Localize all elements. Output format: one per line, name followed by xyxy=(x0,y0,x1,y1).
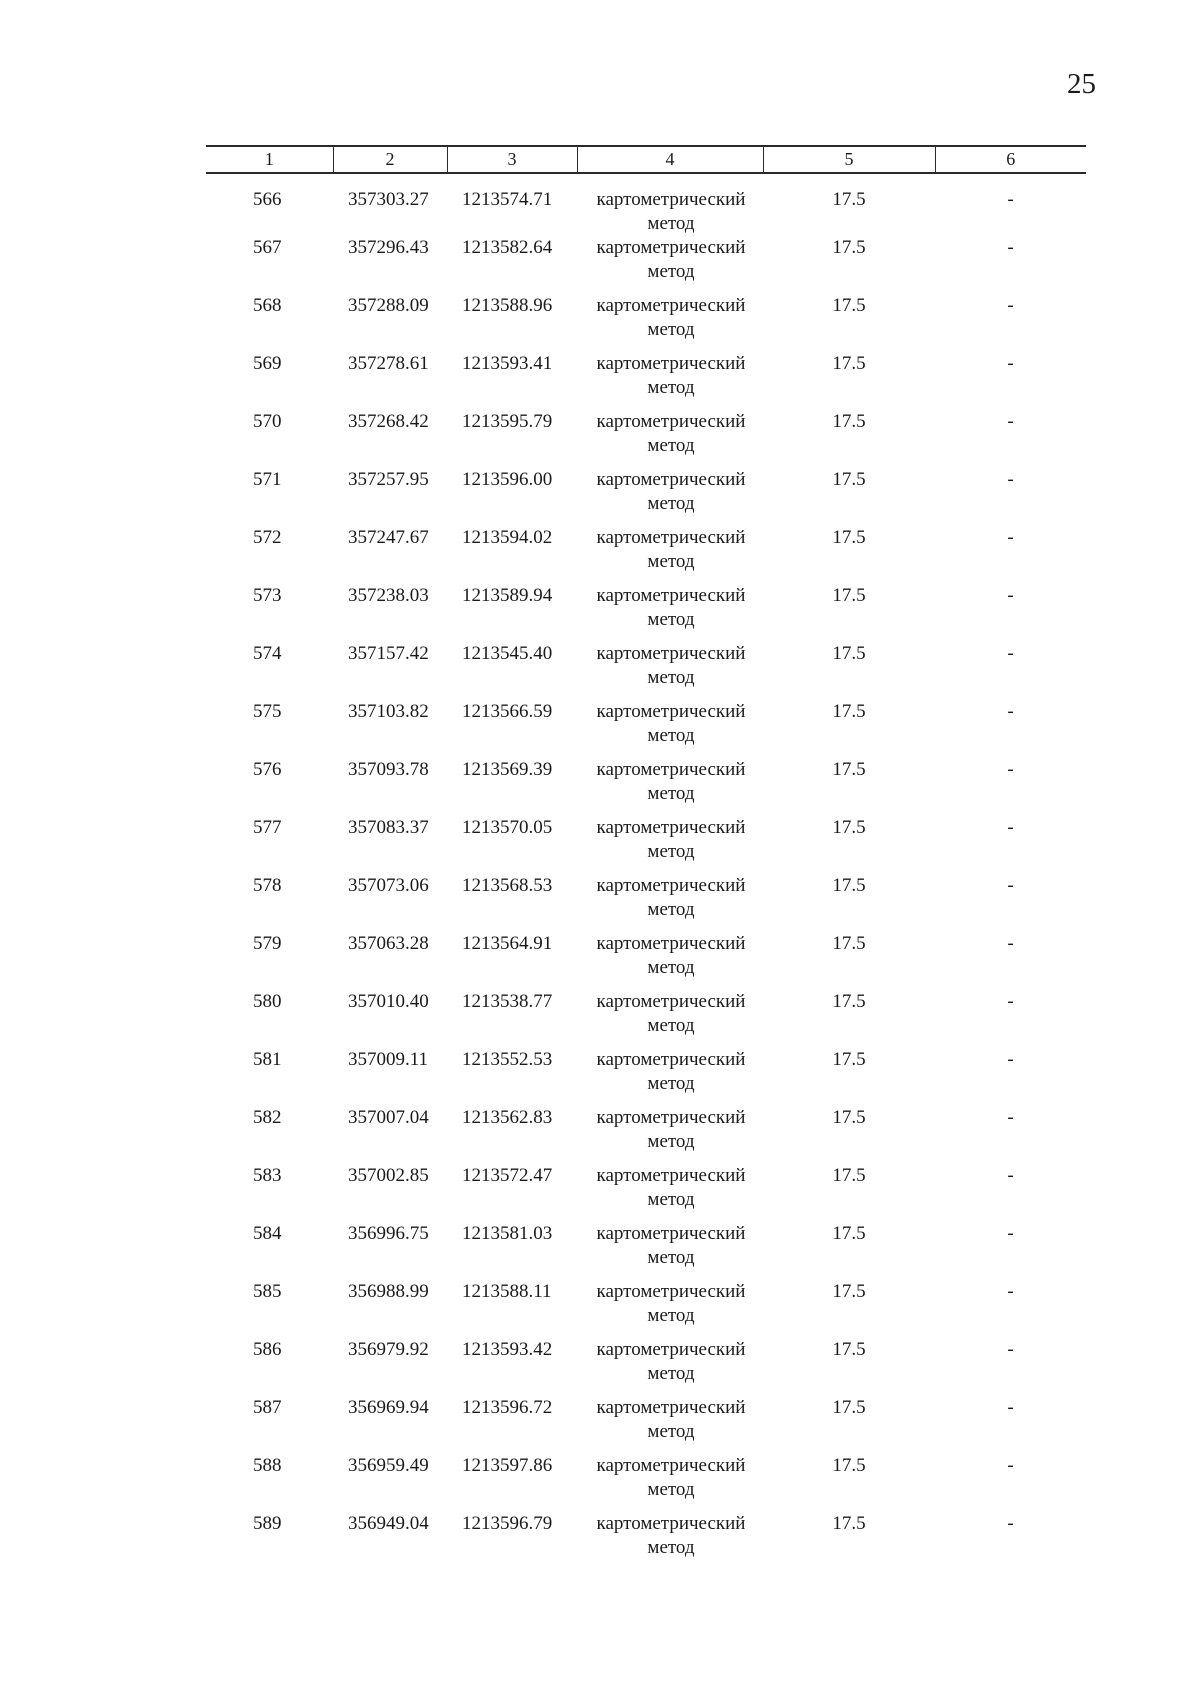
note-cell: - xyxy=(1007,1513,1014,1534)
y-coordinate-cell: 1213593.42 xyxy=(462,1339,553,1360)
note-cell: - xyxy=(1007,1165,1014,1186)
x-coordinate-cell: 357002.85 xyxy=(348,1165,429,1186)
y-coordinate-cell: 1213568.53 xyxy=(462,875,553,896)
method-line-1: картометрический xyxy=(596,817,746,838)
table-row xyxy=(206,410,1086,468)
method-line-1: картометрический xyxy=(596,527,746,548)
column-header-1: 1 xyxy=(206,146,333,173)
method-line-2: метод xyxy=(647,1015,695,1036)
point-number-cell: 588 xyxy=(253,1455,282,1476)
method-line-2: метод xyxy=(647,435,695,456)
method-line-1: картометрический xyxy=(596,643,746,664)
note-cell: - xyxy=(1007,701,1014,722)
method-line-2: метод xyxy=(647,551,695,572)
table-row xyxy=(206,990,1086,1048)
y-coordinate-cell: 1213582.64 xyxy=(462,237,553,258)
y-coordinate-cell: 1213572.47 xyxy=(462,1165,553,1186)
method-line-1: картометрический xyxy=(596,585,746,606)
note-cell: - xyxy=(1007,1281,1014,1302)
accuracy-cell: 17.5 xyxy=(832,701,866,722)
y-coordinate-cell: 1213596.72 xyxy=(462,1397,553,1418)
accuracy-cell: 17.5 xyxy=(832,991,866,1012)
method-line-2: метод xyxy=(647,1131,695,1152)
point-number-cell: 576 xyxy=(253,759,282,780)
method-line-2: метод xyxy=(647,1363,695,1384)
method-cell xyxy=(577,1454,763,1512)
y-coordinate-cell: 1213596.79 xyxy=(462,1513,553,1534)
note-cell: - xyxy=(1007,411,1014,432)
y-coordinate-cell: 1213562.83 xyxy=(462,1107,553,1128)
y-coordinate-cell: 1213588.11 xyxy=(462,1281,552,1302)
table-row xyxy=(206,1512,1086,1570)
table-row xyxy=(206,1164,1086,1222)
point-number-cell: 566 xyxy=(253,189,282,210)
y-coordinate-cell: 1213564.91 xyxy=(462,933,553,954)
table-row xyxy=(206,932,1086,990)
point-number-cell: 577 xyxy=(253,817,282,838)
method-cell xyxy=(577,1280,763,1338)
accuracy-cell: 17.5 xyxy=(832,1339,866,1360)
x-coordinate-cell: 357257.95 xyxy=(348,469,429,490)
column-header-4: 4 xyxy=(577,146,763,173)
method-line-2: метод xyxy=(647,1247,695,1268)
method-line-1: картометрический xyxy=(596,295,746,316)
y-coordinate-cell: 1213596.00 xyxy=(462,469,553,490)
method-line-2: метод xyxy=(647,1073,695,1094)
note-cell: - xyxy=(1007,933,1014,954)
x-coordinate-cell: 357278.61 xyxy=(348,353,429,374)
y-coordinate-cell: 1213552.53 xyxy=(462,1049,553,1070)
method-line-1: картометрический xyxy=(596,991,746,1012)
x-coordinate-cell: 357288.09 xyxy=(348,295,429,316)
accuracy-cell: 17.5 xyxy=(832,469,866,490)
x-coordinate-cell: 357009.11 xyxy=(348,1049,429,1070)
method-cell xyxy=(577,1164,763,1222)
method-line-1: картометрический xyxy=(596,411,746,432)
note-cell: - xyxy=(1007,991,1014,1012)
x-coordinate-cell: 356969.94 xyxy=(348,1397,429,1418)
method-cell xyxy=(577,1338,763,1396)
table-row xyxy=(206,1048,1086,1106)
point-number-cell: 569 xyxy=(253,353,282,374)
accuracy-cell: 17.5 xyxy=(832,295,866,316)
x-coordinate-cell: 357083.37 xyxy=(348,817,429,838)
method-line-1: картометрический xyxy=(596,1281,746,1302)
table-row xyxy=(206,874,1086,932)
method-line-1: картометрический xyxy=(596,1455,746,1476)
method-line-2: метод xyxy=(647,377,695,398)
point-number-cell: 583 xyxy=(253,1165,282,1186)
method-cell xyxy=(577,1048,763,1106)
table-body xyxy=(206,173,1086,1570)
x-coordinate-cell: 357063.28 xyxy=(348,933,429,954)
method-line-1: картометрический xyxy=(596,1223,746,1244)
column-header-2: 2 xyxy=(333,146,447,173)
accuracy-cell: 17.5 xyxy=(832,817,866,838)
method-line-1: картометрический xyxy=(596,353,746,374)
table-row xyxy=(206,758,1086,816)
point-number-cell: 574 xyxy=(253,643,282,664)
accuracy-cell: 17.5 xyxy=(832,353,866,374)
note-cell: - xyxy=(1007,875,1014,896)
table-row xyxy=(206,816,1086,874)
note-cell: - xyxy=(1007,1107,1014,1128)
point-number-cell: 581 xyxy=(253,1049,282,1070)
note-cell: - xyxy=(1007,817,1014,838)
method-line-2: метод xyxy=(647,725,695,746)
column-header-3: 3 xyxy=(447,146,577,173)
x-coordinate-cell: 357157.42 xyxy=(348,643,429,664)
note-cell: - xyxy=(1007,585,1014,606)
coordinates-table xyxy=(206,145,1086,1570)
point-number-cell: 573 xyxy=(253,585,282,606)
method-line-2: метод xyxy=(647,783,695,804)
method-line-1: картометрический xyxy=(596,1513,746,1534)
y-coordinate-cell: 1213574.71 xyxy=(462,189,553,210)
method-line-1: картометрический xyxy=(596,701,746,722)
method-line-1: картометрический xyxy=(596,469,746,490)
accuracy-cell: 17.5 xyxy=(832,1165,866,1186)
note-cell: - xyxy=(1007,1397,1014,1418)
note-cell: - xyxy=(1007,189,1014,210)
point-number-cell: 572 xyxy=(253,527,282,548)
note-cell: - xyxy=(1007,1049,1014,1070)
table-row xyxy=(206,468,1086,526)
accuracy-cell: 17.5 xyxy=(832,1281,866,1302)
note-cell: - xyxy=(1007,295,1014,316)
note-cell: - xyxy=(1007,469,1014,490)
note-cell: - xyxy=(1007,237,1014,258)
y-coordinate-cell: 1213589.94 xyxy=(462,585,553,606)
accuracy-cell: 17.5 xyxy=(832,759,866,780)
note-cell: - xyxy=(1007,353,1014,374)
x-coordinate-cell: 356996.75 xyxy=(348,1223,429,1244)
x-coordinate-cell: 356979.92 xyxy=(348,1339,429,1360)
method-cell xyxy=(577,642,763,700)
point-number-cell: 575 xyxy=(253,701,282,722)
method-line-2: метод xyxy=(647,1537,695,1558)
table-row xyxy=(206,294,1086,352)
method-line-2: метод xyxy=(647,667,695,688)
method-line-1: картометрический xyxy=(596,1165,746,1186)
method-line-2: метод xyxy=(647,1421,695,1442)
y-coordinate-cell: 1213581.03 xyxy=(462,1223,553,1244)
table-row xyxy=(206,1222,1086,1280)
method-cell xyxy=(577,584,763,642)
x-coordinate-cell: 357303.27 xyxy=(348,189,429,210)
method-cell xyxy=(577,700,763,758)
point-number-cell: 567 xyxy=(253,237,282,258)
y-coordinate-cell: 1213595.79 xyxy=(462,411,553,432)
method-cell xyxy=(577,1222,763,1280)
note-cell: - xyxy=(1007,1455,1014,1476)
method-line-2: метод xyxy=(647,609,695,630)
point-number-cell: 568 xyxy=(253,295,282,316)
note-cell: - xyxy=(1007,759,1014,780)
x-coordinate-cell: 357073.06 xyxy=(348,875,429,896)
accuracy-cell: 17.5 xyxy=(832,1223,866,1244)
x-coordinate-cell: 357268.42 xyxy=(348,411,429,432)
table-row xyxy=(206,1396,1086,1454)
accuracy-cell: 17.5 xyxy=(832,1049,866,1070)
table-row xyxy=(206,584,1086,642)
method-line-2: метод xyxy=(647,319,695,340)
method-line-1: картометрический xyxy=(596,237,746,258)
method-cell xyxy=(577,1396,763,1454)
point-number-cell: 586 xyxy=(253,1339,282,1360)
table-row xyxy=(206,1338,1086,1396)
method-line-2: метод xyxy=(647,1189,695,1210)
point-number-cell: 570 xyxy=(253,411,282,432)
page-number: 25 xyxy=(1067,68,1096,100)
point-number-cell: 584 xyxy=(253,1223,282,1244)
y-coordinate-cell: 1213593.41 xyxy=(462,353,553,374)
note-cell: - xyxy=(1007,1223,1014,1244)
x-coordinate-cell: 357296.43 xyxy=(348,237,429,258)
point-number-cell: 585 xyxy=(253,1281,282,1302)
method-cell xyxy=(577,932,763,990)
method-cell xyxy=(577,410,763,468)
method-cell xyxy=(577,173,763,236)
accuracy-cell: 17.5 xyxy=(832,1513,866,1534)
accuracy-cell: 17.5 xyxy=(832,1107,866,1128)
table-row xyxy=(206,352,1086,410)
accuracy-cell: 17.5 xyxy=(832,875,866,896)
accuracy-cell: 17.5 xyxy=(832,527,866,548)
x-coordinate-cell: 357007.04 xyxy=(348,1107,429,1128)
table-row xyxy=(206,1106,1086,1164)
note-cell: - xyxy=(1007,1339,1014,1360)
x-coordinate-cell: 357247.67 xyxy=(348,527,429,548)
method-cell xyxy=(577,526,763,584)
column-header-6: 6 xyxy=(935,146,1086,173)
point-number-cell: 578 xyxy=(253,875,282,896)
method-line-2: метод xyxy=(647,1479,695,1500)
note-cell: - xyxy=(1007,643,1014,664)
y-coordinate-cell: 1213588.96 xyxy=(462,295,553,316)
table-row xyxy=(206,642,1086,700)
accuracy-cell: 17.5 xyxy=(832,1397,866,1418)
method-line-2: метод xyxy=(647,493,695,514)
accuracy-cell: 17.5 xyxy=(832,189,866,210)
method-line-1: картометрический xyxy=(596,1339,746,1360)
table-row xyxy=(206,1454,1086,1512)
point-number-cell: 587 xyxy=(253,1397,282,1418)
coordinates-table-grid xyxy=(206,145,1086,1570)
y-coordinate-cell: 1213594.02 xyxy=(462,527,553,548)
y-coordinate-cell: 1213569.39 xyxy=(462,759,553,780)
x-coordinate-cell: 356959.49 xyxy=(348,1455,429,1476)
method-cell xyxy=(577,758,763,816)
point-number-cell: 582 xyxy=(253,1107,282,1128)
x-coordinate-cell: 357010.40 xyxy=(348,991,429,1012)
method-line-2: метод xyxy=(647,841,695,862)
y-coordinate-cell: 1213566.59 xyxy=(462,701,553,722)
method-cell xyxy=(577,468,763,526)
method-cell xyxy=(577,990,763,1048)
method-cell xyxy=(577,1512,763,1570)
method-cell xyxy=(577,1106,763,1164)
y-coordinate-cell: 1213570.05 xyxy=(462,817,553,838)
table-row xyxy=(206,700,1086,758)
method-line-1: картометрический xyxy=(596,759,746,780)
method-cell xyxy=(577,294,763,352)
method-line-1: картометрический xyxy=(596,189,746,210)
method-line-1: картометрический xyxy=(596,1049,746,1070)
table-header-row xyxy=(206,146,1086,173)
point-number-cell: 589 xyxy=(253,1513,282,1534)
y-coordinate-cell: 1213545.40 xyxy=(462,643,553,664)
x-coordinate-cell: 356949.04 xyxy=(348,1513,429,1534)
method-cell xyxy=(577,352,763,410)
table-row xyxy=(206,236,1086,294)
method-line-1: картометрический xyxy=(596,1397,746,1418)
y-coordinate-cell: 1213538.77 xyxy=(462,991,553,1012)
accuracy-cell: 17.5 xyxy=(832,585,866,606)
x-coordinate-cell: 356988.99 xyxy=(348,1281,429,1302)
method-line-2: метод xyxy=(647,261,695,282)
table-row xyxy=(206,526,1086,584)
method-cell xyxy=(577,874,763,932)
table-row xyxy=(206,173,1086,236)
accuracy-cell: 17.5 xyxy=(832,643,866,664)
method-line-2: метод xyxy=(647,213,695,234)
method-line-1: картометрический xyxy=(596,875,746,896)
method-line-2: метод xyxy=(647,899,695,920)
method-cell xyxy=(577,816,763,874)
column-header-5: 5 xyxy=(763,146,935,173)
x-coordinate-cell: 357093.78 xyxy=(348,759,429,780)
x-coordinate-cell: 357238.03 xyxy=(348,585,429,606)
method-line-1: картометрический xyxy=(596,1107,746,1128)
y-coordinate-cell: 1213597.86 xyxy=(462,1455,553,1476)
accuracy-cell: 17.5 xyxy=(832,1455,866,1476)
x-coordinate-cell: 357103.82 xyxy=(348,701,429,722)
method-cell xyxy=(577,236,763,294)
accuracy-cell: 17.5 xyxy=(832,411,866,432)
method-line-2: метод xyxy=(647,1305,695,1326)
point-number-cell: 571 xyxy=(253,469,282,490)
accuracy-cell: 17.5 xyxy=(832,237,866,258)
accuracy-cell: 17.5 xyxy=(832,933,866,954)
note-cell: - xyxy=(1007,527,1014,548)
method-line-2: метод xyxy=(647,957,695,978)
table-row xyxy=(206,1280,1086,1338)
point-number-cell: 580 xyxy=(253,991,282,1012)
method-line-1: картометрический xyxy=(596,933,746,954)
point-number-cell: 579 xyxy=(253,933,282,954)
